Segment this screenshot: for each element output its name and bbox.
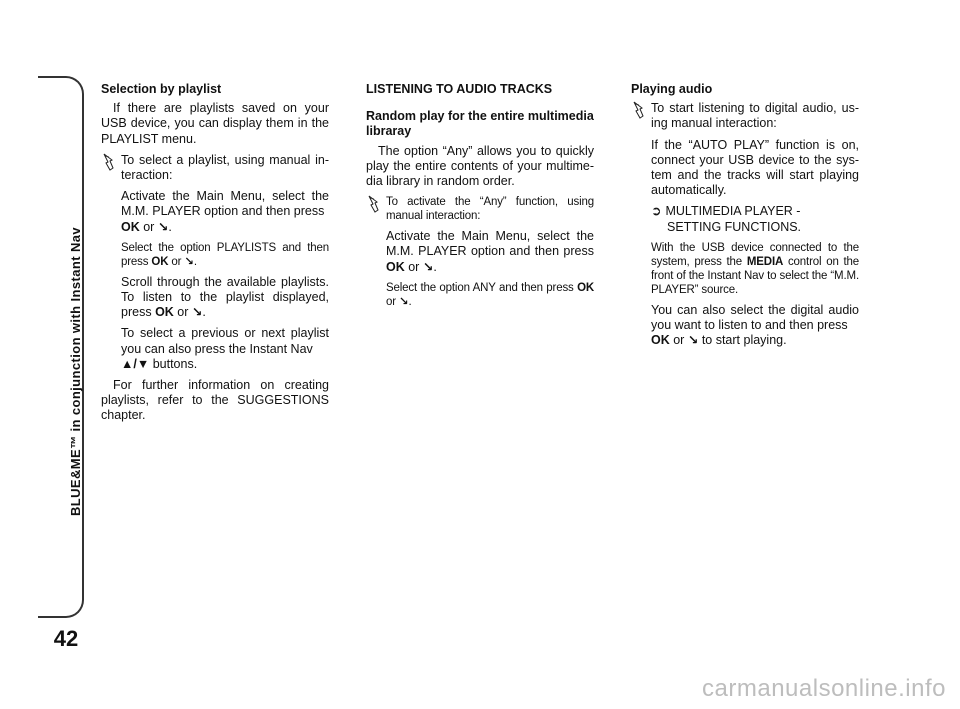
step-text: Scroll through the available playlists. To listen to the playlist displayed, press OK or ↘.	[121, 274, 329, 320]
paragraph: If there are playlists saved on your USB device, you can display them in the PLAYLIST menu.	[101, 101, 329, 146]
reference-arrow-icon: ➲	[651, 204, 662, 219]
step-text: Activate the Main Menu, select the M.M. PLAYER option and then press OK or ↘.	[386, 229, 594, 274]
step-text: Select the option ANY and then press OK or ↘.	[386, 281, 595, 308]
step-text: To select a previous or next playlist you can also press the Instant Nav ▲/▼ buttons.	[121, 326, 329, 371]
step-intro: To activate the “Any” function, using manual interaction:	[386, 196, 594, 223]
enter-icon: ↘	[422, 259, 434, 274]
step-text: Select the option PLAYLISTS and then press OK or ↘.	[121, 241, 329, 268]
paragraph: For further information on creating playlists, refer to the SUGGESTIONS chapter.	[101, 378, 329, 423]
cross-reference: ➲ MULTIMEDIA PLAYER - SETTING FUNCTIONS.	[651, 204, 802, 234]
enter-icon: ↘	[184, 255, 194, 268]
section-heading: Playing audio	[631, 82, 713, 96]
column-listening-audio	[366, 82, 594, 315]
step-text: If the “AUTO PLAY” function is on, connect your USB device to the sys-tem and the tracks will start playing automatically.	[651, 137, 859, 198]
enter-icon: ↘	[687, 333, 699, 348]
step-text: Activate the Main Menu, select the M.M. PLAYER option and then press OK or ↘.	[121, 189, 329, 234]
step-text: With the USB device connected to the system, press the MEDIA control on the front of the Instant Nav to select the “M.M. PLAYER” source.	[651, 241, 860, 296]
column-selection-by-playlist	[101, 82, 329, 430]
section-heading: Selection by playlist	[101, 82, 222, 96]
hand-pointer-icon	[366, 195, 386, 223]
step-intro: To select a playlist, using manual in-teraction:	[121, 152, 329, 183]
manual-step	[101, 153, 329, 183]
enter-icon: ↘	[398, 295, 409, 308]
section-heading: LISTENING TO AUDIO TRACKS	[366, 82, 553, 96]
paragraph: The option “Any” allows you to quickly play the entire contents of your multime-dia library in random order.	[366, 143, 594, 189]
manual-step	[366, 195, 594, 223]
side-title: BLUE&ME™ in conjunction with Instant Nav	[68, 227, 83, 516]
manual-step	[631, 101, 859, 131]
hand-pointer-icon	[101, 153, 121, 183]
enter-icon: ↘	[157, 219, 169, 234]
subsection-heading: Random play for the entire multimedia libraray	[366, 109, 594, 139]
enter-icon: ↘	[191, 305, 203, 320]
up-down-arrows-icon: ▲/▼	[121, 356, 150, 371]
step-text: You can also select the digital audio you want to listen to and then press OK or ↘ to start playing.	[651, 302, 859, 348]
watermark: carmanualsonline.info	[702, 675, 946, 702]
hand-pointer-icon	[631, 101, 651, 131]
page-number: 42	[53, 626, 79, 651]
step-intro: To start listening to digital audio, us-ing manual interaction:	[651, 101, 859, 131]
column-playing-audio	[631, 82, 859, 354]
